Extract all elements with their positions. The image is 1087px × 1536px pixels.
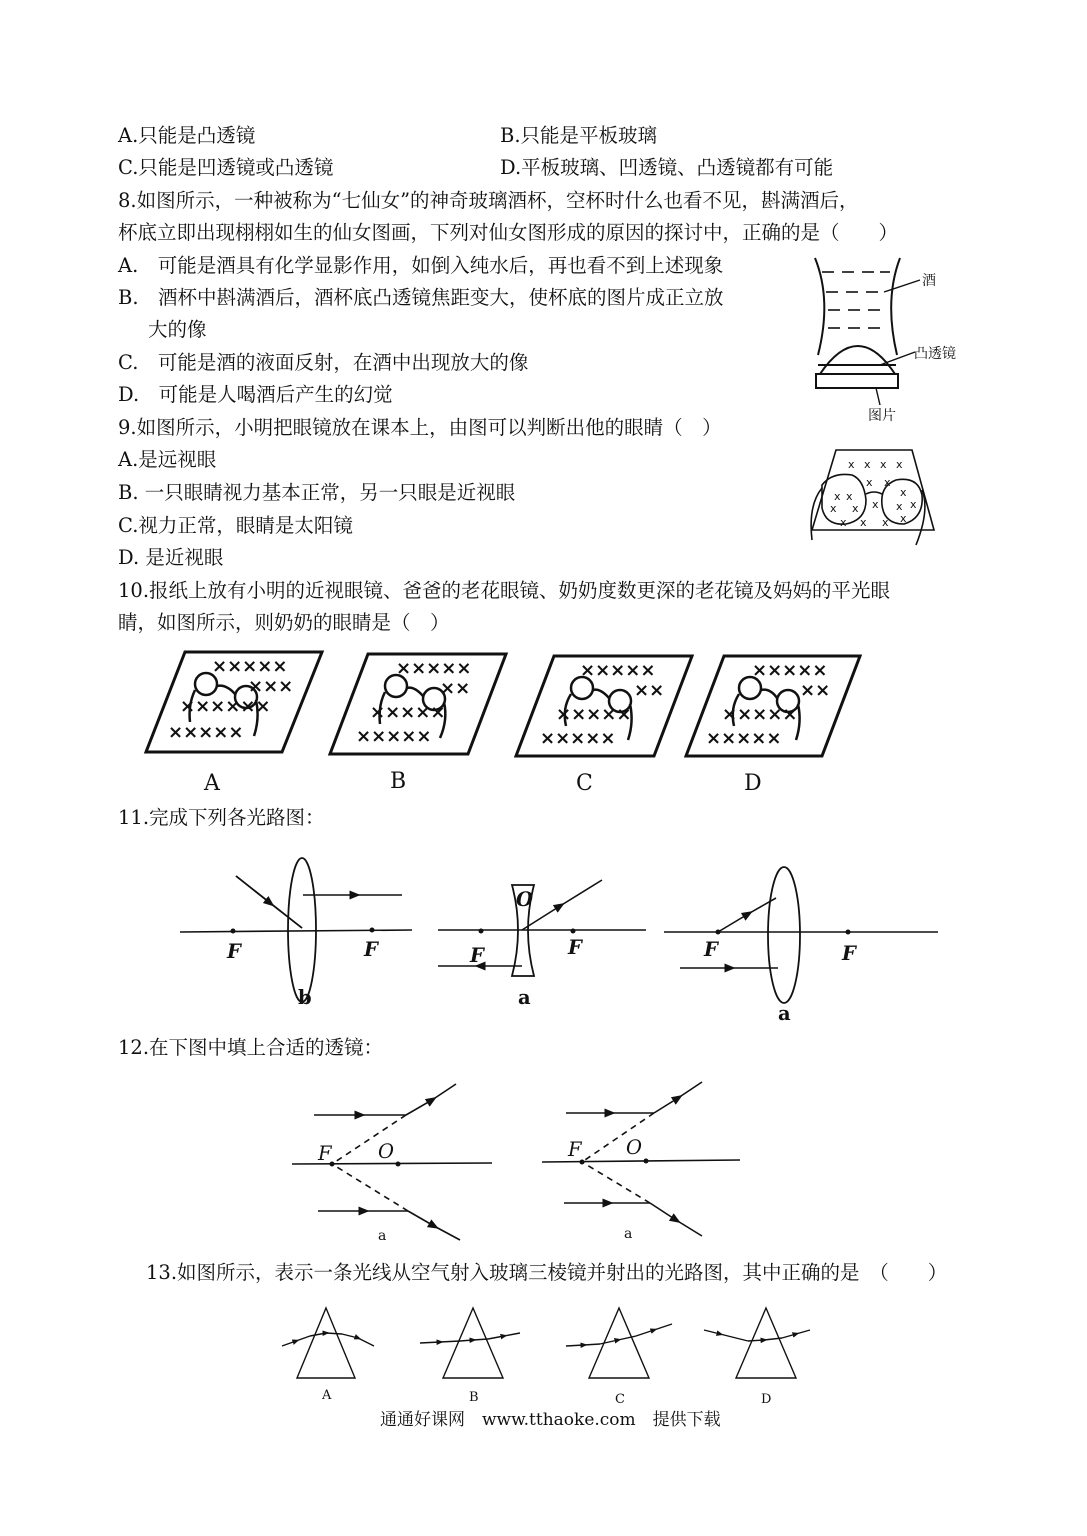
- svg-text:x: x: [882, 516, 889, 529]
- q10-label-b: B: [390, 769, 407, 794]
- q8-stem-line2: 杯底立即出现栩栩如生的仙女图画，下列对仙女图形成的原因的探讨中，正确的是（ ）: [118, 221, 899, 244]
- q13-stem: 13.如图所示，表示一条光线从空气射入玻璃三棱镜并射出的光路图，其中正确的是 （ ）: [146, 1261, 948, 1284]
- svg-text:×××××: ×××××: [556, 704, 632, 725]
- q10-stem-line2: 睛，如图所示，则奶奶的眼睛是（ ）: [118, 611, 450, 634]
- svg-text:x: x: [864, 458, 871, 471]
- q11-fig1-f-left: F: [227, 940, 241, 963]
- q13-label-a: A: [322, 1388, 332, 1403]
- svg-text:x: x: [852, 502, 859, 515]
- svg-text:×××××: ×××××: [168, 722, 244, 743]
- q12-fig2-caption: a: [624, 1226, 633, 1242]
- q11-fig2-o: O: [516, 888, 533, 911]
- q11-fig1-f-right: F: [364, 938, 378, 961]
- svg-text:x: x: [840, 516, 847, 529]
- svg-text:x: x: [846, 490, 853, 503]
- svg-text:×××××: ×××××: [212, 656, 288, 677]
- q10-label-d: D: [744, 771, 762, 796]
- svg-text:x: x: [900, 512, 907, 525]
- q11-fig2-f-right: F: [568, 936, 582, 959]
- q11-fig3-caption: a: [778, 1002, 791, 1025]
- svg-text:x: x: [910, 498, 917, 511]
- svg-text:x: x: [834, 490, 841, 503]
- svg-text:×××××: ×××××: [540, 728, 616, 749]
- q7-option-b: B.只能是平板玻璃: [500, 124, 658, 147]
- q11-fig2-f-left: F: [470, 944, 484, 967]
- q13-label-c: C: [615, 1392, 625, 1407]
- q7-option-d: D.平板玻璃、凹透镜、凸透镜都有可能: [500, 156, 834, 179]
- svg-text:x: x: [830, 502, 837, 515]
- svg-text:x: x: [872, 498, 879, 511]
- q9-option-d: D. 是近视眼: [118, 546, 224, 569]
- svg-text:x: x: [848, 458, 855, 471]
- q10-label-a: A: [204, 771, 220, 796]
- svg-text:×××: ×××: [248, 676, 294, 697]
- q7-option-c: C.只能是凹透镜或凸透镜: [118, 156, 334, 179]
- q12-fig1-f: F: [318, 1142, 332, 1165]
- q8-option-d: D. 可能是人喝酒后产生的幻觉: [118, 383, 393, 406]
- q12-fig2-f: F: [568, 1138, 582, 1161]
- svg-text:××: ××: [800, 680, 831, 701]
- svg-text:×××××: ×××××: [396, 658, 472, 679]
- q11-fig1-caption: b: [298, 986, 312, 1009]
- svg-text:××: ××: [440, 678, 471, 699]
- q8-option-b-cont: 大的像: [148, 318, 207, 341]
- q12-stem: 12.在下图中填上合适的透镜：: [118, 1036, 384, 1059]
- q12-fig2-o: O: [626, 1136, 642, 1159]
- q13-label-b: B: [469, 1390, 479, 1405]
- q9-option-c: C.视力正常，眼睛是太阳镜: [118, 514, 353, 537]
- svg-text:××: ××: [634, 680, 665, 701]
- svg-text:×××××: ×××××: [752, 660, 828, 681]
- q8-stem-line1: 8.如图所示，一种被称为“七仙女”的神奇玻璃酒杯，空杯时什么也看不见，斟满酒后，: [118, 189, 859, 212]
- svg-text:×××××: ×××××: [706, 728, 782, 749]
- q11-fig3-f-left: F: [704, 938, 718, 961]
- q7-option-a: A.只能是凸透镜: [118, 124, 256, 147]
- q8-option-c: C. 可能是酒的液面反射，在酒中出现放大的像: [118, 351, 529, 374]
- q9-option-b: B. 一只眼睛视力基本正常，另一只眼是近视眼: [118, 481, 516, 504]
- q12-fig1-o: O: [378, 1140, 394, 1163]
- q11-stem: 11.完成下列各光路图：: [118, 806, 325, 829]
- svg-text:××××××: ××××××: [180, 696, 271, 717]
- q9-stem: 9.如图所示，小明把眼镜放在课本上，由图可以判断出他的眼睛（ ）: [118, 416, 722, 439]
- svg-text:×××××: ×××××: [580, 660, 656, 681]
- svg-text:x: x: [866, 476, 873, 489]
- svg-text:×××××: ×××××: [370, 702, 446, 723]
- q10-stem-line1: 10.报纸上放有小明的近视眼镜、爸爸的老花眼镜、奶奶度数更深的老花镜及妈妈的平光眼: [118, 579, 891, 602]
- wine-label: 酒: [922, 273, 936, 289]
- svg-text:×××××: ×××××: [722, 704, 798, 725]
- q10-label-c: C: [576, 771, 593, 796]
- q12-fig1-caption: a: [378, 1228, 387, 1244]
- q11-fig3-f-right: F: [842, 942, 856, 965]
- picture-label: 图片: [868, 408, 896, 424]
- svg-text:x: x: [860, 516, 867, 529]
- q9-option-a: A.是远视眼: [118, 448, 217, 471]
- q8-option-a: A. 可能是酒具有化学显影作用，如倒入纯水后，再也看不到上述现象: [118, 254, 724, 277]
- convex-lens-label: 凸透镜: [914, 346, 956, 362]
- svg-text:x: x: [896, 500, 903, 513]
- svg-text:×××××: ×××××: [356, 726, 432, 747]
- svg-text:x: x: [900, 486, 907, 499]
- svg-text:x: x: [880, 458, 887, 471]
- q8-option-b: B. 酒杯中斟满酒后，酒杯底凸透镜焦距变大，使杯底的图片成正立放: [118, 286, 724, 309]
- svg-text:x: x: [896, 458, 903, 471]
- q13-label-d: D: [761, 1392, 772, 1407]
- page-footer: 通通好课网 www.tthaoke.com 提供下载: [380, 1410, 721, 1430]
- svg-text:x: x: [884, 476, 891, 489]
- q11-fig2-caption: a: [518, 986, 531, 1009]
